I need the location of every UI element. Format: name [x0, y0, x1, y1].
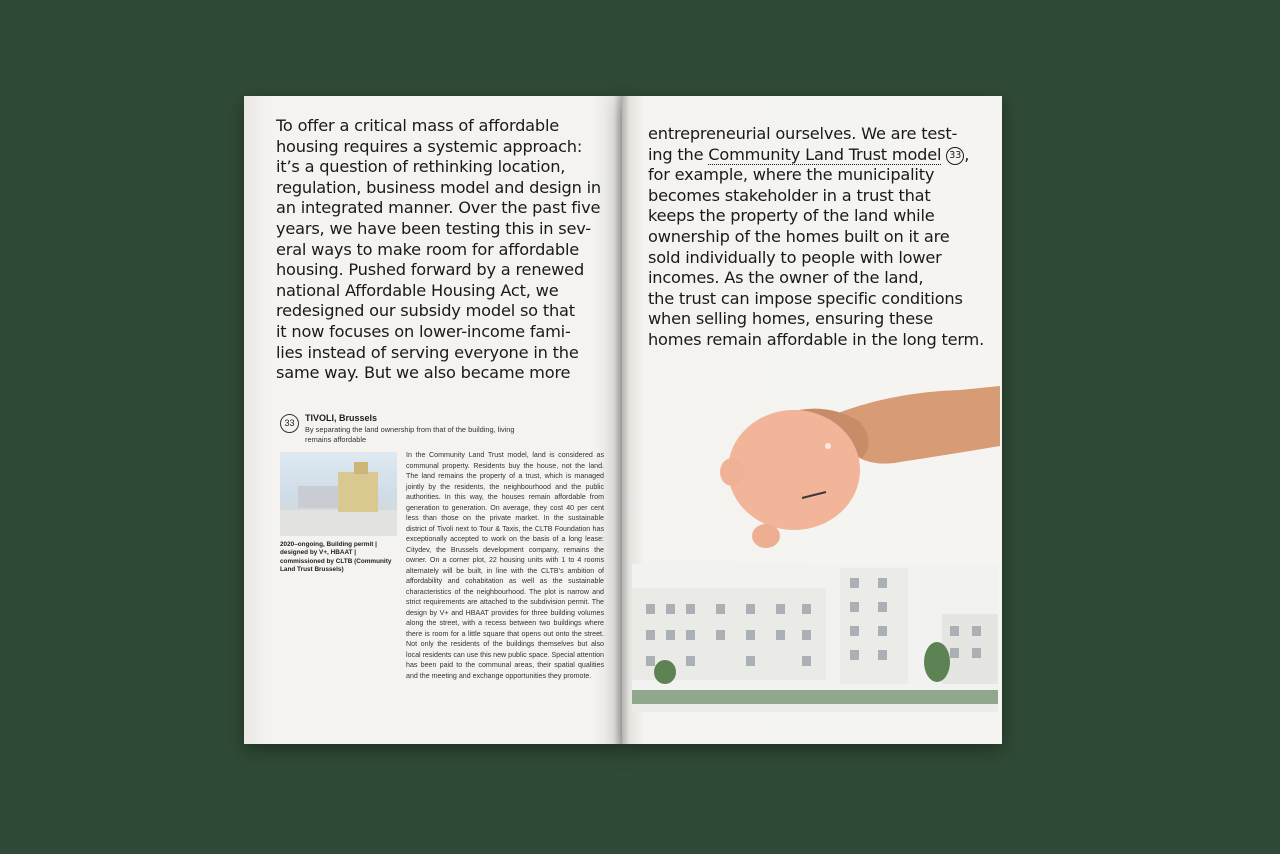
community-land-trust-link[interactable]: Community Land Trust model [708, 144, 942, 164]
body-line: keeps the property of the land while [648, 206, 935, 226]
note-title: TIVOLI, Brussels [305, 413, 378, 423]
body-line: becomes stakeholder in a trust that [648, 185, 931, 205]
left-page [244, 96, 622, 744]
piggy-snout [752, 524, 780, 548]
body-line: To offer a critical mass of affordable [276, 116, 560, 135]
piggy-ear [720, 458, 744, 486]
body-line: entrepreneurial ourselves. We are test- [648, 124, 958, 143]
body-line: an integrated manner. Over the past five [276, 198, 601, 218]
body-line: the trust can impose specific conditions [648, 288, 963, 308]
piggy-bank-hand-illustration [710, 386, 1000, 556]
body-line: for example, where the municipality [648, 165, 935, 185]
body-line: lies instead of serving everyone in the [276, 342, 579, 362]
building-rendering [632, 564, 998, 712]
piggy-bank-icon [728, 410, 860, 530]
body-line: incomes. As the owner of the land, [648, 268, 924, 288]
body-line: years, we have been testing this in sev- [276, 218, 591, 238]
left-body-text [276, 116, 611, 384]
photo-caption: 2020–ongoing, Building permit | designed by V+, HBAAT | commissioned by CLTB (Community Land Trust Brussels) [280, 541, 392, 574]
body-line-with-link: ing the Community Land Trust model 33 , [648, 144, 970, 164]
booklet-spread [244, 96, 1002, 744]
note-subtitle: By separating the land ownership from that of the building, living remains affordable [305, 425, 515, 444]
body-line: same way. But we also became more [276, 363, 571, 383]
body-line: regulation, business model and design in [276, 177, 601, 197]
note-body-text: In the Community Land Trust model, land is considered as communal property. Residents buy the house, not the land. The land remains the property of a trust, which is managed jointly by the residents, the neighbourhood and the public authorities. In this way, the houses remain affordable from generation to generation. On average, they cost 40 per cent less than those on the private market. In the sustainable district of Tivoli next to Tour & Taxis, the CLTB Foundation has exceptionally accepted to work on the basis of a long lease: Citydev, the Brussels development company, remains the owner. On a corner plot, 22 housing units with 1 to 4 rooms alternately will be built, in line with the CLTB’s ambition of affordability and cohabitation as well as the sustainable characteristics of the neighbourhood. The plot is narrow and strict requirements are attached to the subdivision permit. The design by V+ and HBAAT provides for three building volumes along the street, with a recess between two buildings where there is room for a little square that opens out onto the street. Not only the residents of the buildings themselves but also local residents can use this new public space. Special attention has been paid to the communal areas, their spatial qualities and the meeting and exchange opportunities they promote. [406, 451, 604, 680]
body-line: eral ways to make room for affordable [276, 239, 580, 259]
body-line: sold individually to people with lower [648, 247, 942, 267]
spine-shadow [614, 96, 630, 744]
body-line: it now focuses on lower-income fami- [276, 321, 571, 341]
body-line: housing. Pushed forward by a renewed [276, 260, 585, 280]
tivoli-building-photo [280, 452, 397, 536]
body-line: national Affordable Housing Act, we [276, 280, 559, 300]
highlight [825, 443, 831, 449]
body-line: redesigned our subsidy model so that [276, 301, 575, 321]
body-line: when selling homes, ensuring these [648, 309, 933, 329]
body-line: housing requires a systemic approach: [276, 136, 583, 156]
body-line: it’s a question of rethinking location, [276, 157, 566, 177]
body-line: homes remain affordable in the long term. [648, 329, 985, 349]
body-line: ownership of the homes built on it are [648, 226, 950, 246]
right-body-text [648, 124, 988, 351]
reference-badge: 33 [946, 147, 964, 165]
note-number-badge: 33 [280, 414, 299, 433]
